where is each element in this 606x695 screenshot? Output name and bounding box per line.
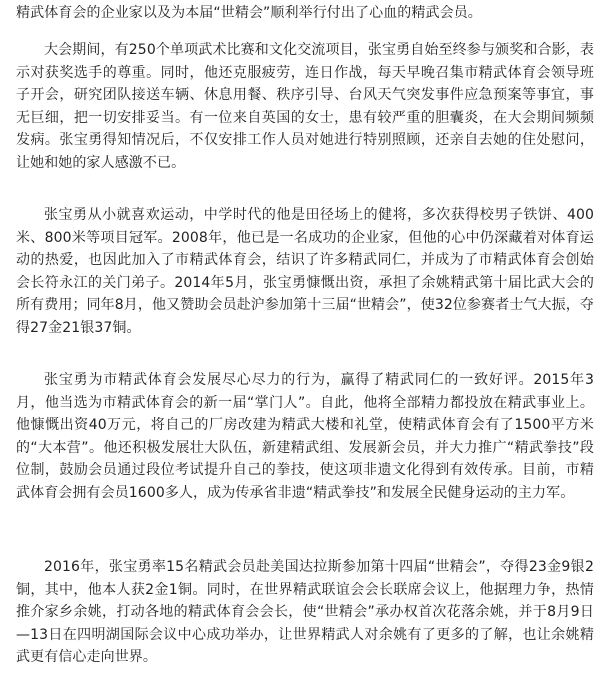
article-paragraph: 张宝勇从小就喜欢运动，中学时代的他是田径场上的健将，多次获得校男子铁饼、400米、800米等项目冠军。2008年，他已是一名成功的企业家，但他的心中仍深藏着对体育运动的热爱，也因此加入了市精武体育会，结识了许多精武同仁，并成为了市精武体育会创始会长符永江的关门弟子。2014年5月，张宝勇慷慨出资，承担了余姚精武第十届比武大会的所有费用；同年8月，他又赞助会员赴沪参加第十三届“世精会”，使32位参赛者士气大振，夺得27金21银37铜。 [16, 207, 594, 336]
article-paragraph: 2016年，张宝勇率15名精武会员赴美国达拉斯参加第十四届“世精会”，夺得23金9银2铜，其中，他本人获2金1铜。同时，在世界精武联谊会会长联席会议上，他据理力争，热情推介家乡余姚，打动各地的精武体育会会长，使“世精会”承办权首次花落余姚，并于8月9日—13日在四明湖国际会议中心成功举办，让世界精武人对余姚有了更多的了解，也让余姚精武更有信心走向世界。 [16, 559, 594, 665]
article-paragraph: 大会期间，有250个单项武术比赛和文化交流项目，张宝勇自始至终参与颁奖和合影，表示对获奖选手的尊重。同时，他还克服疲劳，连日作战，每天早晚召集市精武体育会领导班子开会，研究团队接送车辆、休息用餐、秩序引导、台风天气突发事件应急预案等事宜，事无巨细，把一切安排妥当。有一位来自英国的女士，患有较严重的胆囊炎，在大会期间频频发病。张宝勇得知情况后，不仅安排工作人员对她进行特别照顾，还亲自去她的住处慰问，让她和她的家人感激不已。 [16, 42, 594, 171]
article-paragraph: 精武体育会的企业家以及为本届“世精会”顺利举行付出了心血的精武会员。 [16, 5, 482, 21]
article-paragraph: 张宝勇为市精武体育会发展尽心尽力的行为，赢得了精武同仁的一致好评。2015年3月，他当选为市精武体育会的新一届“掌门人”。自此，他将全部精力都投放在精武事业上。他慷慨出资40万元，将自己的厂房改建为精武大楼和礼堂，使精武体育会有了1500平方米的“大本营”。他还积极发展壮大队伍，新建精武组、发展新会员，并大力推广“精武拳技”段位制，鼓励会员通过段位考试提升自己的拳技，使这项非遗文化得到有效传承。目前，市精武体育会拥有会员1600多人，成为传承省非遗“精武拳技”和发展全民健身运动的主力军。 [16, 372, 594, 501]
